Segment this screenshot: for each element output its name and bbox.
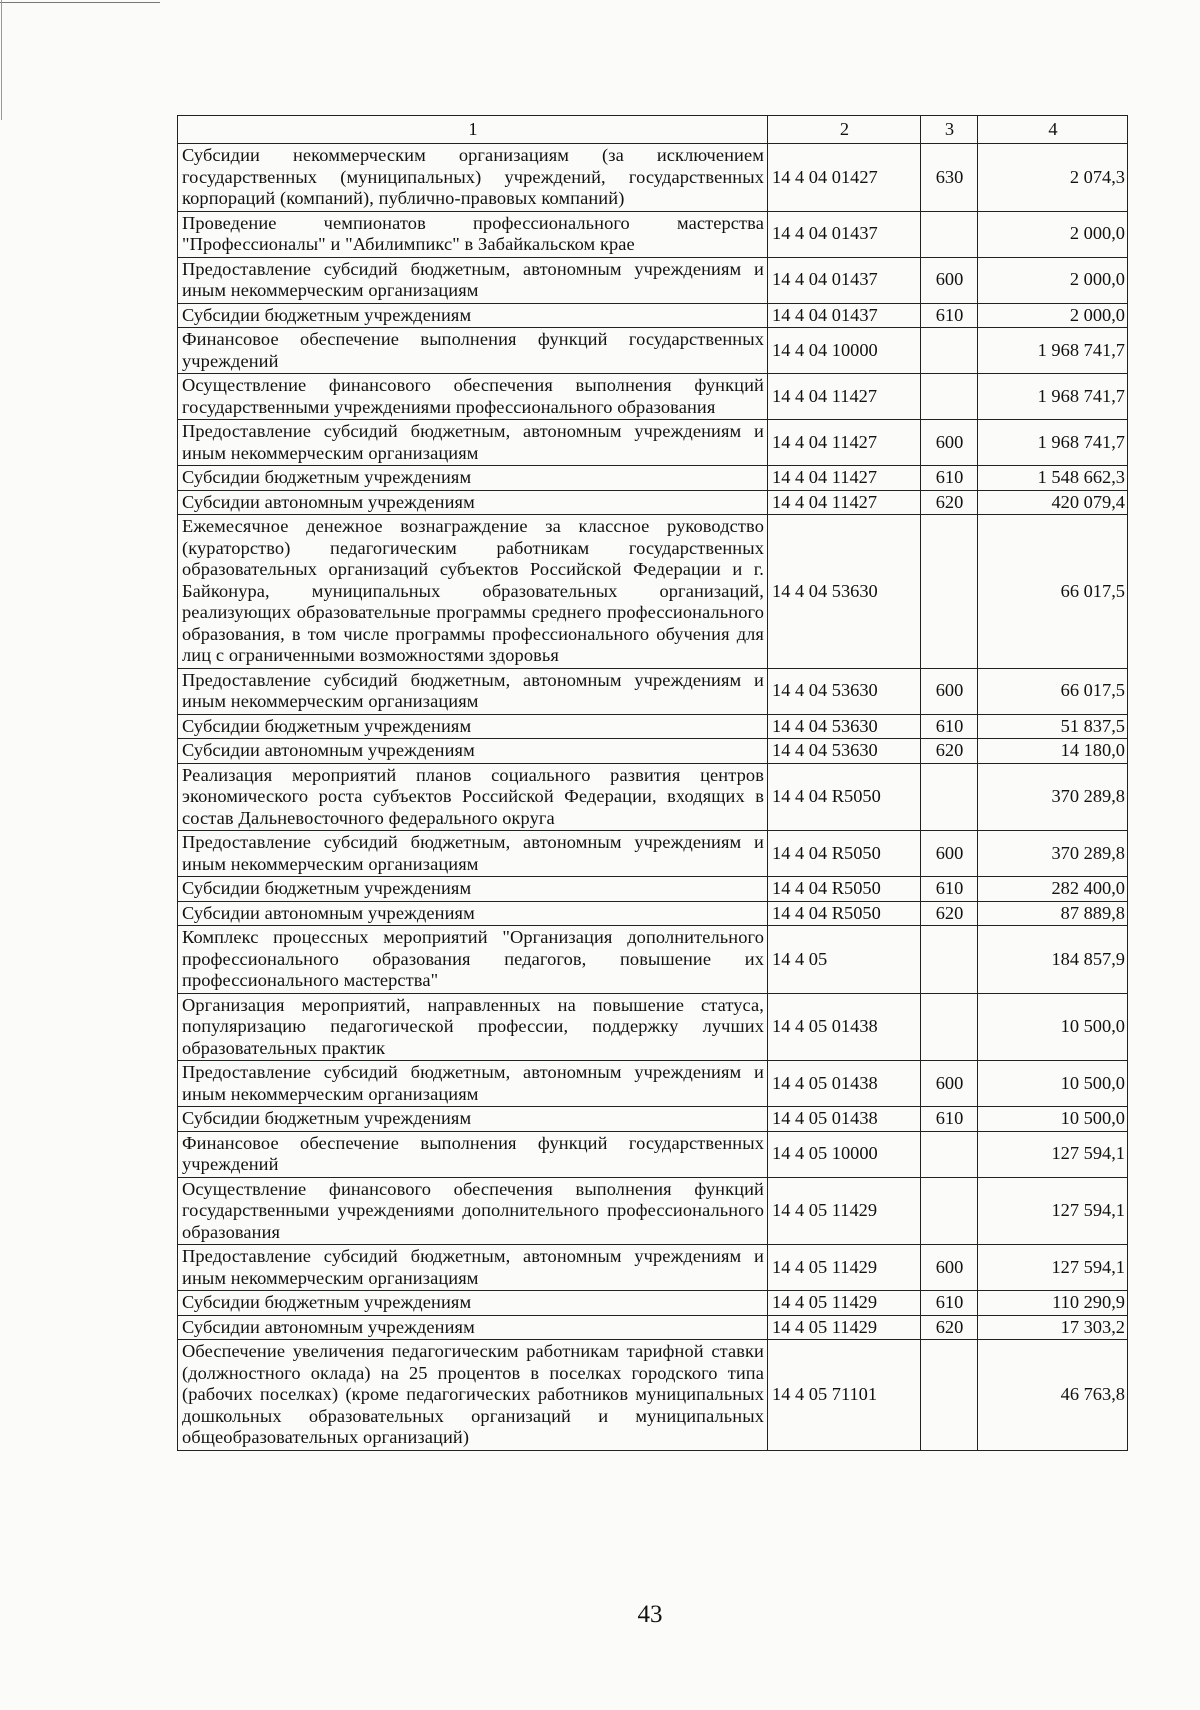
row-type-cell: 620 (921, 901, 978, 926)
table-row (178, 926, 1128, 994)
row-code-cell: 14 4 04 01427 (768, 144, 921, 212)
row-type-cell (921, 926, 978, 994)
row-amount-cell: 17 303,2 (978, 1315, 1128, 1340)
row-amount-cell: 1 968 741,7 (978, 328, 1128, 374)
header-col-2: 2 (768, 116, 921, 144)
row-amount-cell: 10 500,0 (978, 993, 1128, 1061)
row-name-cell: Предоставление субсидий бюджетным, автономным учреждениям и иным некоммерческим организациям (178, 1245, 768, 1291)
row-name-cell: Проведение чемпионатов профессионального мастерства "Профессионалы" и "Абилимпикс" в Забайкальском крае (178, 211, 768, 257)
row-code-cell: 14 4 04 R5050 (768, 763, 921, 831)
table-row (178, 739, 1128, 764)
row-type-cell: 610 (921, 1107, 978, 1132)
header-col-4: 4 (978, 116, 1128, 144)
table-row (178, 993, 1128, 1061)
row-type-cell: 620 (921, 1315, 978, 1340)
row-amount-cell: 46 763,8 (978, 1340, 1128, 1451)
row-code-cell: 14 4 04 53630 (768, 515, 921, 669)
table-row (178, 144, 1128, 212)
scan-edge-mark (1, 0, 2, 120)
row-code-cell: 14 4 04 R5050 (768, 877, 921, 902)
row-code-cell: 14 4 04 01437 (768, 257, 921, 303)
row-code-cell: 14 4 05 (768, 926, 921, 994)
row-name-cell: Реализация мероприятий планов социального развития центров экономического роста субъектов Российской Федерации, входящих в состав Дальневосточного федерального округа (178, 763, 768, 831)
row-type-cell: 620 (921, 739, 978, 764)
table-row (178, 303, 1128, 328)
row-type-cell: 630 (921, 144, 978, 212)
row-amount-cell: 1 548 662,3 (978, 466, 1128, 491)
row-code-cell: 14 4 04 R5050 (768, 901, 921, 926)
row-type-cell (921, 993, 978, 1061)
row-code-cell: 14 4 05 71101 (768, 1340, 921, 1451)
row-amount-cell: 127 594,1 (978, 1245, 1128, 1291)
table-row (178, 466, 1128, 491)
row-amount-cell: 370 289,8 (978, 763, 1128, 831)
row-name-cell: Предоставление субсидий бюджетным, автономным учреждениям и иным некоммерческим организациям (178, 1061, 768, 1107)
table-row (178, 1245, 1128, 1291)
row-name-cell: Финансовое обеспечение выполнения функций государственных учреждений (178, 328, 768, 374)
row-name-cell: Комплекс процессных мероприятий "Организация дополнительного профессионального образования педагогов, повышение их профессионального мастерства" (178, 926, 768, 994)
row-name-cell: Финансовое обеспечение выполнения функций государственных учреждений (178, 1131, 768, 1177)
row-code-cell: 14 4 04 11427 (768, 490, 921, 515)
row-type-cell: 610 (921, 877, 978, 902)
row-amount-cell: 1 968 741,7 (978, 420, 1128, 466)
row-type-cell: 610 (921, 303, 978, 328)
row-code-cell: 14 4 04 01437 (768, 211, 921, 257)
row-name-cell: Субсидии бюджетным учреждениям (178, 714, 768, 739)
row-type-cell (921, 515, 978, 669)
row-type-cell: 600 (921, 420, 978, 466)
row-code-cell: 14 4 04 53630 (768, 714, 921, 739)
row-amount-cell: 66 017,5 (978, 515, 1128, 669)
table-row (178, 1315, 1128, 1340)
row-type-cell: 610 (921, 1291, 978, 1316)
table-row (178, 515, 1128, 669)
page-number: 43 (637, 1601, 663, 1628)
row-amount-cell: 66 017,5 (978, 668, 1128, 714)
table-row (178, 831, 1128, 877)
row-name-cell: Предоставление субсидий бюджетным, автономным учреждениям и иным некоммерческим организациям (178, 420, 768, 466)
row-name-cell: Предоставление субсидий бюджетным, автономным учреждениям и иным некоммерческим организациям (178, 257, 768, 303)
row-amount-cell: 2 000,0 (978, 303, 1128, 328)
row-name-cell: Субсидии бюджетным учреждениям (178, 1291, 768, 1316)
row-code-cell: 14 4 05 11429 (768, 1315, 921, 1340)
row-name-cell: Осуществление финансового обеспечения выполнения функций государственными учреждениями дополнительного профессионального образования (178, 1177, 768, 1245)
row-amount-cell: 184 857,9 (978, 926, 1128, 994)
table-row (178, 668, 1128, 714)
row-code-cell: 14 4 05 01438 (768, 1107, 921, 1132)
row-type-cell (921, 1340, 978, 1451)
row-amount-cell: 51 837,5 (978, 714, 1128, 739)
row-type-cell: 600 (921, 257, 978, 303)
row-type-cell: 610 (921, 466, 978, 491)
row-amount-cell: 420 079,4 (978, 490, 1128, 515)
row-amount-cell: 10 500,0 (978, 1107, 1128, 1132)
table-row (178, 490, 1128, 515)
header-col-1: 1 (178, 116, 768, 144)
row-name-cell: Субсидии бюджетным учреждениям (178, 303, 768, 328)
table-row (178, 374, 1128, 420)
table-row (178, 901, 1128, 926)
row-amount-cell: 87 889,8 (978, 901, 1128, 926)
row-code-cell: 14 4 04 11427 (768, 374, 921, 420)
header-col-3: 3 (921, 116, 978, 144)
row-type-cell (921, 328, 978, 374)
row-code-cell: 14 4 04 53630 (768, 668, 921, 714)
row-type-cell: 600 (921, 668, 978, 714)
table-row (178, 763, 1128, 831)
row-name-cell: Субсидии автономным учреждениям (178, 1315, 768, 1340)
budget-table (177, 115, 1128, 1451)
table-row (178, 420, 1128, 466)
row-name-cell: Предоставление субсидий бюджетным, автономным учреждениям и иным некоммерческим организациям (178, 668, 768, 714)
table-body (178, 144, 1128, 1451)
row-name-cell: Предоставление субсидий бюджетным, автономным учреждениям и иным некоммерческим организациям (178, 831, 768, 877)
row-type-cell (921, 374, 978, 420)
row-name-cell: Обеспечение увеличения педагогическим работникам тарифной ставки (должностного оклада) на 25 процентов в поселках городского типа (рабочих поселках) (кроме педагогических работников муниципальных дошкольных образовательных организаций и муниципальных общеобразовательных организаций) (178, 1340, 768, 1451)
row-code-cell: 14 4 04 10000 (768, 328, 921, 374)
row-name-cell: Организация мероприятий, направленных на повышение статуса, популяризацию педагогической профессии, поддержку лучших образовательных практик (178, 993, 768, 1061)
row-amount-cell: 14 180,0 (978, 739, 1128, 764)
row-name-cell: Субсидии бюджетным учреждениям (178, 1107, 768, 1132)
row-name-cell: Субсидии бюджетным учреждениям (178, 877, 768, 902)
row-amount-cell: 2 000,0 (978, 257, 1128, 303)
table-row (178, 1177, 1128, 1245)
row-type-cell: 620 (921, 490, 978, 515)
row-type-cell (921, 1131, 978, 1177)
row-code-cell: 14 4 05 11429 (768, 1177, 921, 1245)
table-row (178, 1291, 1128, 1316)
row-code-cell: 14 4 04 11427 (768, 466, 921, 491)
row-type-cell (921, 1177, 978, 1245)
row-amount-cell: 1 968 741,7 (978, 374, 1128, 420)
table-row (178, 1131, 1128, 1177)
row-code-cell: 14 4 05 11429 (768, 1291, 921, 1316)
table-row (178, 1340, 1128, 1451)
row-type-cell: 600 (921, 1061, 978, 1107)
table-header (178, 116, 1128, 144)
row-amount-cell: 127 594,1 (978, 1177, 1128, 1245)
row-name-cell: Субсидии некоммерческим организациям (за исключением государственных (муниципальных) учреждений, государственных корпораций (компаний), публично-правовых компаний) (178, 144, 768, 212)
table-row (178, 328, 1128, 374)
row-code-cell: 14 4 05 11429 (768, 1245, 921, 1291)
row-code-cell: 14 4 04 01437 (768, 303, 921, 328)
row-code-cell: 14 4 05 01438 (768, 1061, 921, 1107)
row-type-cell: 610 (921, 714, 978, 739)
row-code-cell: 14 4 04 11427 (768, 420, 921, 466)
row-amount-cell: 127 594,1 (978, 1131, 1128, 1177)
table-row (178, 257, 1128, 303)
row-code-cell: 14 4 04 R5050 (768, 831, 921, 877)
table-row (178, 211, 1128, 257)
row-type-cell: 600 (921, 831, 978, 877)
row-name-cell: Осуществление финансового обеспечения выполнения функций государственными учреждениями профессионального образования (178, 374, 768, 420)
table-row (178, 877, 1128, 902)
row-code-cell: 14 4 05 01438 (768, 993, 921, 1061)
row-amount-cell: 282 400,0 (978, 877, 1128, 902)
row-amount-cell: 110 290,9 (978, 1291, 1128, 1316)
row-amount-cell: 2 000,0 (978, 211, 1128, 257)
row-name-cell: Ежемесячное денежное вознаграждение за классное руководство (кураторство) педагогическим работникам государственных образовательных организаций субъектов Российской Федерации и г. Байконура, муниципальных образовательных организаций, реализующих образовательные программы среднего профессионального образования, в том числе программы профессионального обучения для лиц с ограниченными возможностями здоровья (178, 515, 768, 669)
header-row (178, 116, 1128, 144)
row-amount-cell: 370 289,8 (978, 831, 1128, 877)
row-amount-cell: 10 500,0 (978, 1061, 1128, 1107)
table-row (178, 1107, 1128, 1132)
row-name-cell: Субсидии бюджетным учреждениям (178, 466, 768, 491)
row-code-cell: 14 4 05 10000 (768, 1131, 921, 1177)
scan-edge-mark (0, 2, 160, 3)
row-type-cell: 600 (921, 1245, 978, 1291)
row-type-cell (921, 763, 978, 831)
row-name-cell: Субсидии автономным учреждениям (178, 901, 768, 926)
row-type-cell (921, 211, 978, 257)
row-name-cell: Субсидии автономным учреждениям (178, 490, 768, 515)
row-name-cell: Субсидии автономным учреждениям (178, 739, 768, 764)
table-row (178, 714, 1128, 739)
row-code-cell: 14 4 04 53630 (768, 739, 921, 764)
table-row (178, 1061, 1128, 1107)
row-amount-cell: 2 074,3 (978, 144, 1128, 212)
